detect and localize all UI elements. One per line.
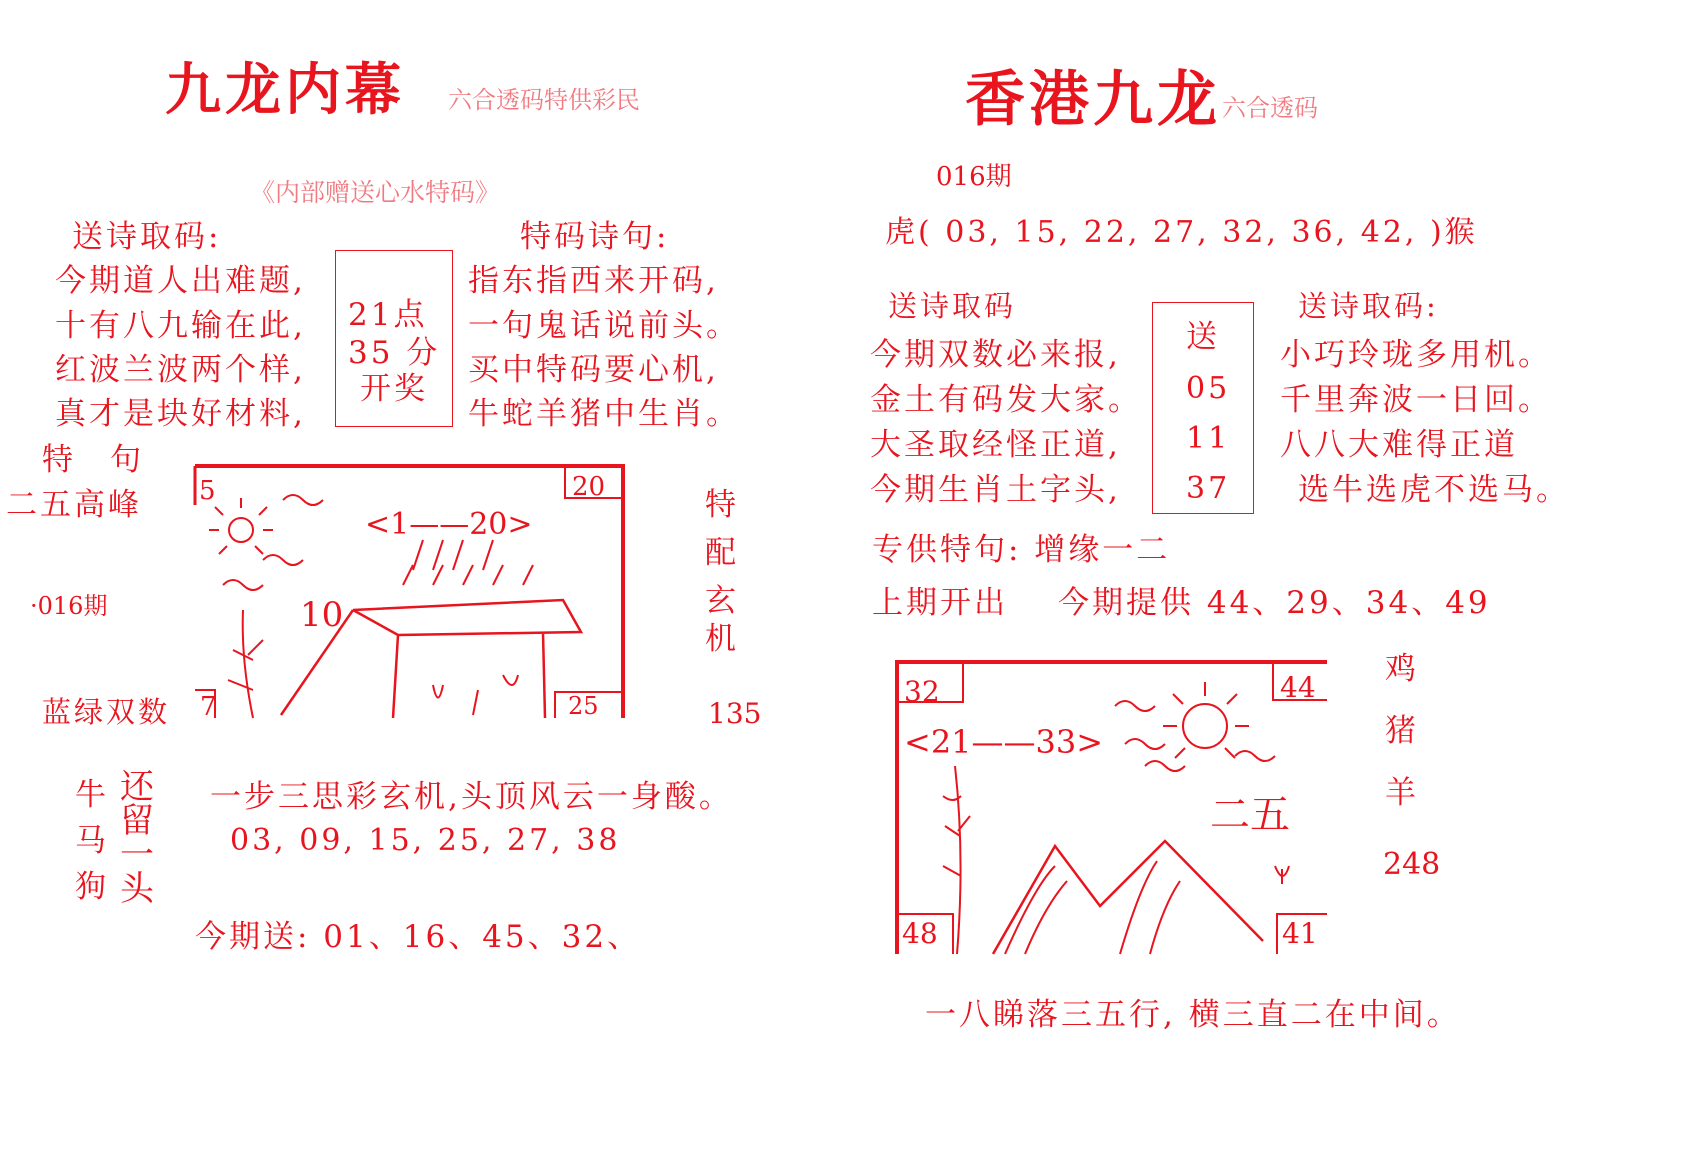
right-sketch-corner-tl: 32 — [904, 675, 940, 708]
left-poem-line: 红波兰波两个样, — [55, 352, 306, 388]
right-poem-head-a: 送诗取码 — [888, 289, 1017, 323]
right-sketch-corner-bl: 48 — [902, 917, 938, 950]
right-side-number: 248 — [1383, 847, 1441, 882]
right-tiger-line: 虎( 03, 15, 22, 27, 32, 36, 42, )猴 — [885, 215, 1478, 250]
right-title: 香港九龙 — [965, 65, 1221, 135]
right-poem-a-line: 金土有码发大家。 — [870, 382, 1142, 418]
right-poem-head-b: 送诗取码: — [1298, 289, 1439, 323]
right-sketch-arrow: <21——33> — [904, 723, 1104, 761]
right-side-char: 羊 — [1385, 775, 1419, 811]
left-zodiac-note: 一 — [120, 835, 157, 875]
left-zodiac-note: 还 — [120, 767, 157, 807]
right-side-char: 猪 — [1385, 713, 1419, 749]
left-color-hint: 蓝绿双数 — [42, 695, 171, 729]
right-poem-b-line: 小巧玲珑多用机。 — [1280, 337, 1552, 373]
right-issue: 016期 — [936, 162, 1012, 192]
left-sketch-arrow: <1——20> — [365, 507, 533, 542]
right-sketch-corner-tr: 44 — [1280, 671, 1316, 704]
right-box-line: 05 — [1186, 371, 1231, 406]
left-issue: ·016期 — [30, 592, 108, 620]
left-zodiac: 牛 — [75, 777, 109, 813]
right-sketch-corner-br: 41 — [1282, 917, 1318, 950]
right-box-line: 37 — [1186, 471, 1231, 506]
left-box-line: 21点 — [348, 297, 428, 333]
left-sketch-corner-bl: 7 — [200, 692, 217, 722]
left-zodiac-note: 留 — [120, 801, 157, 841]
right-poem-a-line: 大圣取经怪正道, — [870, 427, 1121, 463]
right-side-char: 鸡 — [1385, 651, 1419, 687]
left-title: 九龙内幕 — [165, 57, 405, 123]
right-bottom-line: 一八睇落三五行, 横三直二在中间。 — [925, 997, 1461, 1033]
left-zodiac: 狗 — [75, 869, 109, 905]
left-poem-line: 今期道人出难题, — [55, 263, 306, 299]
left-tema-head: 特码诗句: — [520, 219, 670, 255]
right-box-line: 送 — [1186, 319, 1220, 355]
right-poem-b-line: 选牛选虎不选马。 — [1298, 472, 1570, 508]
right-provide: 今期提供 44、29、34、49 — [1058, 585, 1491, 621]
left-zodiac: 马 — [75, 823, 109, 859]
left-numbers: 03, 09, 15, 25, 27, 38 — [230, 823, 621, 858]
left-te-ju-label: 特 句 — [42, 442, 144, 478]
right-poem-b-line: 千里奔波一日回。 — [1280, 382, 1552, 418]
left-side-char: 特 — [705, 487, 739, 523]
right-poem-b-line: 八八大难得正道 — [1280, 427, 1518, 463]
left-side-number: 135 — [708, 697, 762, 730]
right-last-issue: 上期开出 — [872, 585, 1008, 621]
left-box-line: 35 分 — [348, 335, 441, 371]
left-poem-line: 十有八九输在此, — [55, 308, 306, 344]
left-phrase: 一步三思彩玄机,头顶风云一身酸。 — [210, 779, 733, 815]
left-te-ju-text: 二五高峰 — [6, 487, 142, 523]
left-banner: 《内部赠送心水特码》 — [250, 178, 501, 207]
left-side-char: 机 — [705, 621, 739, 657]
left-box-line: 开奖 — [360, 371, 428, 407]
left-poem-head: 送诗取码: — [72, 219, 222, 255]
right-poem-a-line: 今期生肖土字头, — [870, 472, 1121, 508]
left-sketch-corner-tr: 20 — [572, 472, 606, 502]
right-box-line: 11 — [1186, 421, 1231, 456]
left-sketch-corner-tl: 5 — [199, 476, 216, 506]
left-tema-line: 牛蛇羊猪中生肖。 — [468, 396, 740, 432]
right-poem-a-line: 今期双数必来报, — [870, 337, 1121, 373]
left-subtitle: 六合透码特供彩民 — [448, 86, 640, 114]
right-special: 专供特句: 增缘一二 — [872, 532, 1171, 568]
left-zodiac-note: 头 — [120, 869, 157, 909]
left-today-send: 今期送: 01、16、45、32、 — [195, 919, 642, 955]
left-tema-line: 指东指西来开码, — [468, 263, 719, 299]
left-tema-line: 一句鬼话说前头。 — [468, 308, 740, 344]
left-tema-line: 买中特码要心机, — [468, 352, 719, 388]
left-side-char: 玄 — [705, 583, 739, 619]
left-sketch-roof-num: 10 — [300, 595, 344, 635]
right-sketch-mid: 二五 — [1210, 792, 1290, 838]
left-house-sketch — [193, 460, 633, 720]
right-subtitle: 六合透码 — [1222, 94, 1318, 122]
left-poem-line: 真才是块好材料, — [55, 396, 306, 432]
left-side-char: 配 — [705, 535, 739, 571]
left-sketch-corner-br: 25 — [568, 692, 599, 720]
